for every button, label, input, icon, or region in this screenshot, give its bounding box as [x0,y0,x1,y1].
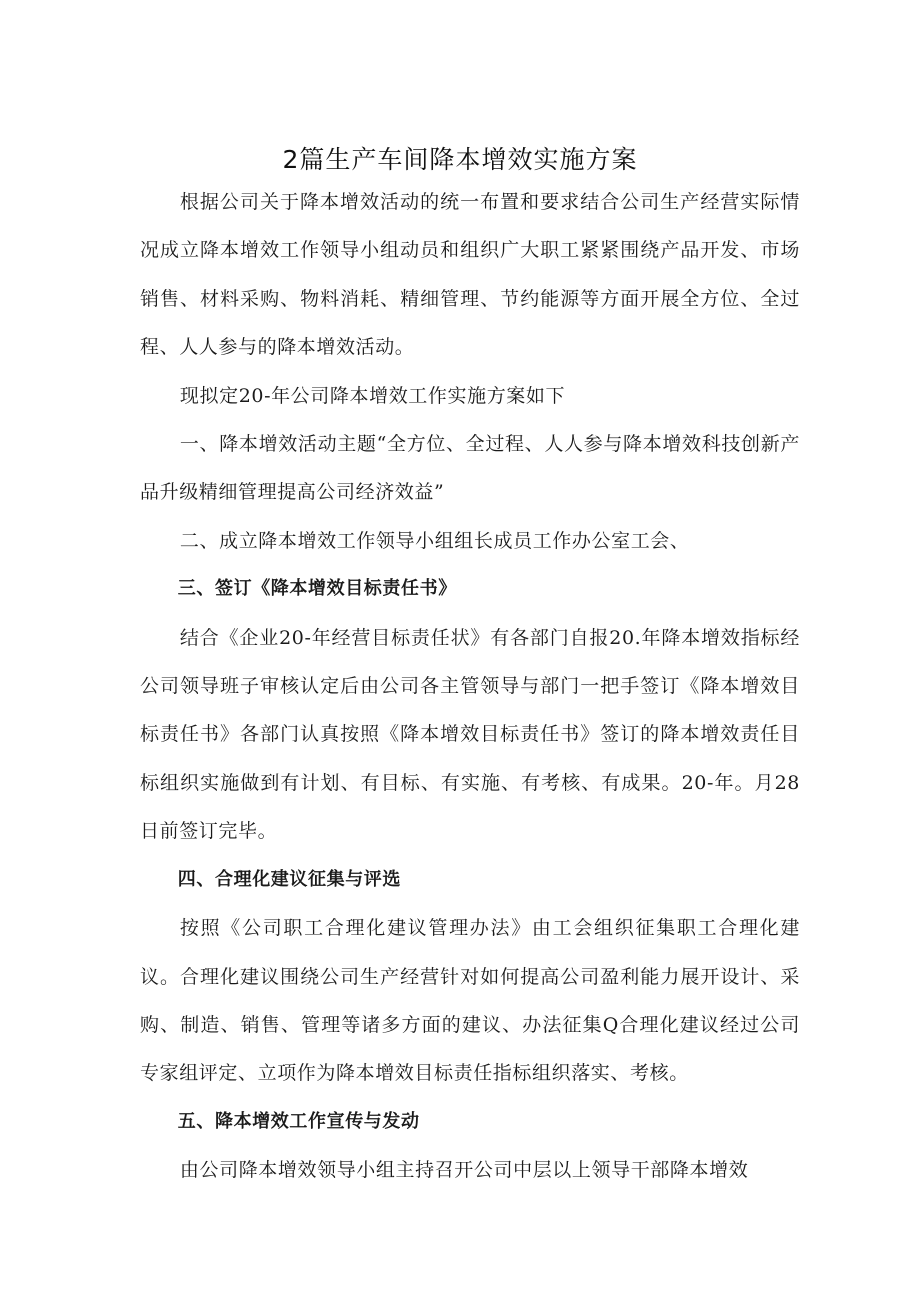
paragraph-intro: 根据公司关于降本增效活动的统一布置和要求结合公司生产经营实际情况成立降本增效工作领导小组动员和组织广大职工紧紧围绕产品开发、市场销售、材料采购、物料消耗、精细管理、节约能源等方面开展全方位、全过程、人人参与的降本增效活动。 [140,191,800,359]
paragraph-theme: 一、降本增效活动主题“全方位、全过程、人人参与降本增效科技创新产品升级精细管理提高公司经济效益” [140,433,800,504]
paragraph-leadership-group: 二、成立降本增效工作领导小组组长成员工作办公室工会、 [179,529,690,552]
document-body [140,178,800,1195]
document-title: 2篇生产车间降本增效实施方案 [282,145,638,174]
paragraph-plan: 现拟定20-年公司降本增效工作实施方案如下 [179,384,566,407]
section-heading-sign-responsibility: 三、签订《降本增效目标责任书》 [177,578,457,600]
paragraph-publicity: 由公司降本增效领导小组主持召开公司中层以上领导干部降本增效 [179,1159,749,1182]
section-heading-suggestions: 四、合理化建议征集与评选 [177,868,401,890]
section-heading-publicity: 五、降本增效工作宣传与发动 [177,1110,420,1132]
paragraph-suggestions: 按照《公司职工合理化建议管理办法》由工会组织征集职工合理化建议。合理化建议围绕公司生产经营针对如何提高公司盈利能力展开设计、采购、制造、销售、管理等诸多方面的建议、办法征集Q合理化建议经过公司专家组评定、立项作为降本增效目标责任指标组织落实、考核。 [140,917,800,1085]
paragraph-responsibility: 结合《企业20-年经营目标责任状》有各部门自报20.年降本增效指标经公司领导班子审核认定后由公司各主管领导与部门一把手签订《降本增效目标责任书》各部门认真按照《降本增效目标责任书》签订的降本增效责任目标组织实施做到有计划、有目标、有实施、有考核、有成果。20-年。月28日前签订完毕。 [140,626,800,843]
